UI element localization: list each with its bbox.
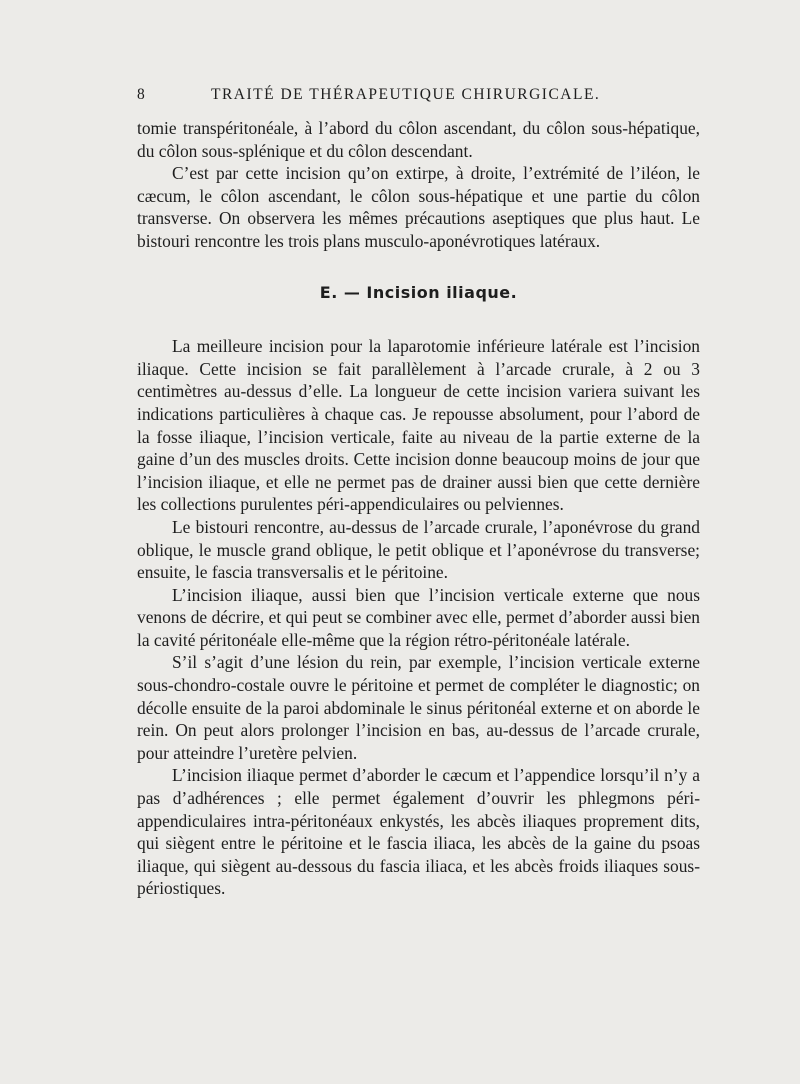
paragraph: S’il s’agit d’une lésion du rein, par exemple, l’incision verticale externe sous-chondro-costale ouvre le péritoine et permet de compléter le diagnostic; on décolle ensuite de la paroi abdominale le sinus péritonéal externe et on aborde le rein. On peut alors prolonger l’incision en bas, au-dessus de l’arcade crurale, pour atteindre l’uretère pelvien.	[137, 652, 700, 763]
paragraph: L’incision iliaque permet d’aborder le cæcum et l’appendice lorsqu’il n’y a pas d’adhérences ; elle permet également d’ouvrir les phlegmons péri-appendiculaires intra-péritonéaux enkystés, les abcès iliaques proprement dits, qui siègent entre le péritoine et le fascia iliaca, les abcès de la gaine du psoas iliaque, qui siègent au-dessous du fascia iliaca, et les abcès froids iliaques sous-périostiques.	[137, 765, 700, 899]
body-text	[137, 117, 700, 900]
section-heading: E. — Incision iliaque.	[319, 282, 518, 302]
running-head	[137, 86, 697, 104]
paragraph-continuation: tomie transpéritonéale, à l’abord du côlon ascendant, du côlon sous-hépatique, du côlon sous-splénique et du côlon descendant.	[137, 118, 700, 161]
page-number: 8	[137, 86, 145, 103]
paragraph: La meilleure incision pour la laparotomie inférieure latérale est l’incision iliaque. Cette incision se fait parallèlement à l’arcade crurale, à 2 ou 3 centimètres au-dessus d’elle. La longueur de cette incision variera suivant les indications particulières à chaque cas. Je repousse absolument, pour l’abord de la fosse iliaque, l’incision verticale, faite au niveau de la partie externe de la gaine d’un des muscles droits. Cette incision donne beaucoup moins de jour que l’incision iliaque, et elle ne permet pas de drainer aussi bien que cette dernière les collections purulentes péri-appendiculaires ou pelviennes.	[137, 336, 700, 515]
paragraph: L’incision iliaque, aussi bien que l’incision verticale externe que nous venons de décrire, et qui peut se combiner avec elle, permet d’aborder aussi bien la cavité péritonéale elle-même que la région rétro-péritonéale latérale.	[137, 584, 700, 650]
running-title: TRAITÉ DE THÉRAPEUTIQUE CHIRURGICALE.	[211, 86, 601, 103]
paragraph: C’est par cette incision qu’on extirpe, à droite, l’extrémité de l’iléon, le cæcum, le côlon ascendant, le côlon sous-hépatique et une partie du côlon transverse. On observera les mêmes précautions aseptiques que plus haut. Le bistouri rencontre les trois plans musculo-aponévrotiques latéraux.	[137, 163, 700, 251]
paragraph: Le bistouri rencontre, au-dessus de l’arcade crurale, l’aponévrose du grand oblique, le muscle grand oblique, le petit oblique et l’aponévrose du transverse; ensuite, le fascia transversalis et le péritoine.	[137, 516, 700, 583]
